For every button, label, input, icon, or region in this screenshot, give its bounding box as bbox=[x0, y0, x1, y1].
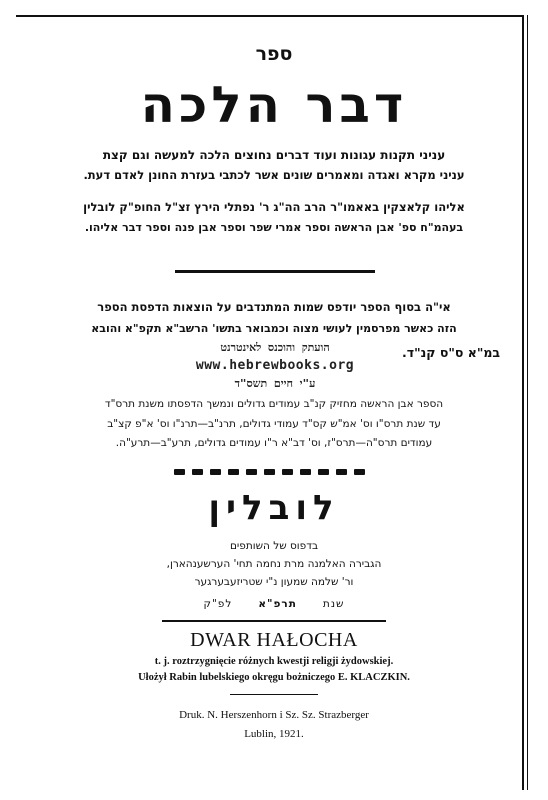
year-label: שנת bbox=[322, 598, 345, 610]
notice-line-2: הזה כאשר מפרסמין לעושי מצוה וכמבואר בתשו' הרשב"א תקפ"א והובא bbox=[91, 322, 457, 335]
divider-3 bbox=[230, 694, 318, 695]
divider-2 bbox=[162, 620, 386, 622]
city-title: לובלין bbox=[208, 488, 340, 528]
year-suffix: לפ"ק bbox=[203, 598, 233, 610]
printer-line-3: ור' שלמה שמעון נ"י שטריזעבערגער bbox=[194, 576, 354, 588]
books-info-line-3: עמודים תרס"ה—תרס"ז, וס' דב"א ר"ו עמודים גדולים, תרע"ב—תרע"ה. bbox=[115, 437, 433, 449]
author-line-2: בעהמ"ח ספ' אבן הראשה וספר אמרי שפר וספר אבן פנה וספר דבר אליהו. bbox=[84, 221, 464, 234]
sefer-label: ספר bbox=[255, 43, 293, 65]
top-border bbox=[16, 15, 522, 17]
printer-line-2: הגבירה האלמנה מרת נחמה תחי' הערשענהארן, bbox=[166, 558, 382, 570]
digitization-stamp-url: www.hebrewbooks.org bbox=[195, 358, 355, 373]
notice-line-3: במ"א ס"ס קנ"ד. bbox=[402, 345, 500, 360]
description-line-2: עניני מקרא ואגדה ומאמרים שונים אשר לכתבי בעזרת החונן לאדם דעת. bbox=[83, 168, 465, 182]
digitization-stamp-credit: ע"י חיים תשס"ד bbox=[234, 377, 316, 390]
author-line-1: אליהו קלאצקין באאמו"ר הרב הה"ג ר' נפתלי הירץ זצ"ל החופ"ק לובלין bbox=[83, 200, 465, 214]
latin-subtitle-1: t. j. roztrzygnięcie różnych kwestji religji żydowskiej. bbox=[154, 656, 394, 667]
year-value: תרפ"א bbox=[258, 598, 297, 610]
latin-printer: Druk. N. Herszenhorn i Sz. Sz. Strazberger bbox=[179, 709, 369, 721]
publication-year-line bbox=[0, 598, 548, 610]
printer-line-1: בדפוס של השותפים bbox=[229, 540, 319, 552]
decorative-ornament bbox=[174, 460, 374, 470]
latin-title: DWAR HAŁOCHA bbox=[190, 629, 358, 651]
latin-subtitle-2: Ułożył Rabin lubelskiego okręgu bożniczego E. KLACZKIN. bbox=[138, 672, 410, 683]
latin-place-year: Lublin, 1921. bbox=[244, 728, 304, 740]
books-info-line-1: הספר אבן הראשה מחזיק קנ"ב עמודים גדולים ונמשך הדפסתו משנת תרס"ד bbox=[104, 398, 444, 410]
divider-1 bbox=[175, 270, 375, 273]
book-title: דבר הלכה bbox=[140, 76, 408, 134]
books-info-line-2: עד שנת תרס"ו וס' אמ"ש קס"ד עמודי גדולים, תרנ"ב—תרנ"ו וס' א"פ קצ"ב bbox=[107, 418, 441, 430]
notice-line-1: אי"ה בסוף הספר יודפס שמות המתנדבים על הוצאות הדפסת הספר bbox=[97, 300, 451, 314]
description-line-1: עניני תקנות עגונות ועוד דברים נחוצים הלכה למעשה וגם קצת bbox=[102, 148, 446, 162]
digitization-stamp-hebrew: הועתק והוכנס לאינטרנט bbox=[220, 341, 330, 354]
